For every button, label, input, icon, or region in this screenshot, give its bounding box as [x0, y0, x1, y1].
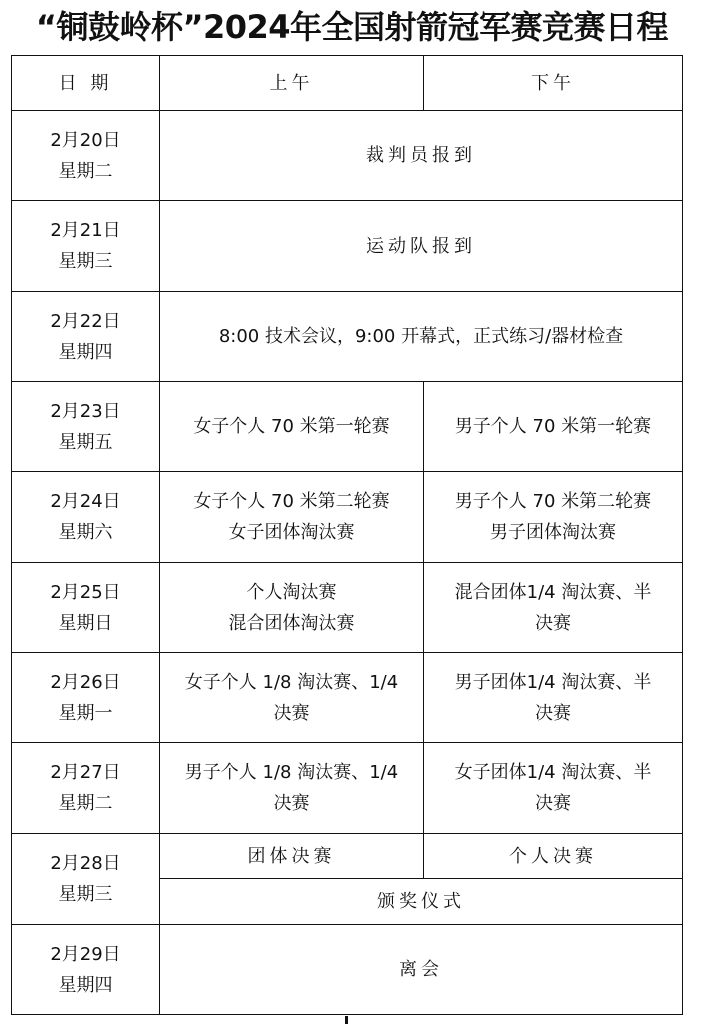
date-cell [12, 925, 160, 1015]
event-cell: 离会 [160, 925, 683, 1015]
table-row [12, 563, 683, 653]
date-text: 2月25日 [50, 581, 121, 603]
date-cell [12, 653, 160, 743]
weekday-text: 星期五 [58, 431, 113, 453]
morning-cell: 女子个人 70 米第二轮赛 女子团体淘汰赛 [160, 472, 424, 563]
table-row [12, 292, 683, 382]
morning-cell: 男子个人 1/8 淘汰赛、1/4 决赛 [160, 743, 424, 834]
table-row [12, 201, 683, 292]
page-edge-mark [345, 1016, 348, 1024]
header-afternoon: 下午 [424, 56, 683, 111]
table-row [12, 111, 683, 201]
schedule-table [11, 55, 683, 1015]
afternoon-cell: 男子个人 70 米第一轮赛 [424, 382, 683, 472]
header-morning: 上午 [160, 56, 424, 111]
date-cell [12, 111, 160, 201]
weekday-text: 星期一 [58, 702, 113, 724]
table-row [12, 653, 683, 743]
date-text: 2月28日 [50, 853, 121, 874]
morning-cell: 个人淘汰赛 混合团体淘汰赛 [160, 563, 424, 653]
afternoon-cell: 个人决赛 [424, 834, 683, 879]
table-row [12, 834, 683, 879]
date-text: 2月24日 [50, 491, 121, 512]
date-text: 2月22日 [50, 310, 121, 332]
weekday-text: 星期二 [58, 793, 113, 814]
morning-cell: 女子个人 1/8 淘汰赛、1/4 决赛 [160, 653, 424, 743]
date-cell [12, 834, 160, 925]
date-text: 2月27日 [50, 762, 121, 783]
weekday-text: 星期三 [58, 251, 113, 272]
event-cell: 8:00 技术会议，9:00 开幕式，正式练习/器材检查 [160, 292, 683, 382]
weekday-text: 星期三 [58, 884, 113, 905]
date-cell [12, 743, 160, 834]
table-row [12, 472, 683, 563]
date-cell [12, 382, 160, 472]
date-text: 2月21日 [50, 220, 121, 241]
table-row [12, 925, 683, 1015]
weekday-text: 星期四 [58, 974, 113, 996]
afternoon-cell: 混合团体1/4 淘汰赛、半 决赛 [424, 563, 683, 653]
date-text: 2月26日 [50, 671, 121, 693]
event-cell: 颁奖仪式 [160, 879, 683, 925]
header-date: 日 期 [12, 56, 160, 111]
page-title: “铜鼓岭杯”2024年全国射箭冠军赛竞赛日程 [35, 8, 669, 46]
date-text: 2月23日 [50, 400, 121, 422]
date-text: 2月29日 [50, 943, 121, 965]
event-cell: 运动队报到 [160, 201, 683, 292]
weekday-text: 星期日 [58, 612, 113, 634]
date-cell [12, 292, 160, 382]
table-header-row [12, 56, 683, 111]
date-text: 2月20日 [50, 129, 121, 151]
date-cell [12, 472, 160, 563]
afternoon-cell: 女子团体1/4 淘汰赛、半 决赛 [424, 743, 683, 834]
afternoon-cell: 男子个人 70 米第二轮赛 男子团体淘汰赛 [424, 472, 683, 563]
morning-cell: 女子个人 70 米第一轮赛 [160, 382, 424, 472]
date-cell [12, 201, 160, 292]
weekday-text: 星期四 [58, 341, 113, 363]
weekday-text: 星期六 [58, 522, 113, 543]
date-cell [12, 563, 160, 653]
event-cell: 裁判员报到 [160, 111, 683, 201]
table-row [12, 743, 683, 834]
weekday-text: 星期二 [58, 160, 113, 182]
table-row [12, 382, 683, 472]
afternoon-cell: 男子团体1/4 淘汰赛、半 决赛 [424, 653, 683, 743]
morning-cell: 团体决赛 [160, 834, 424, 879]
